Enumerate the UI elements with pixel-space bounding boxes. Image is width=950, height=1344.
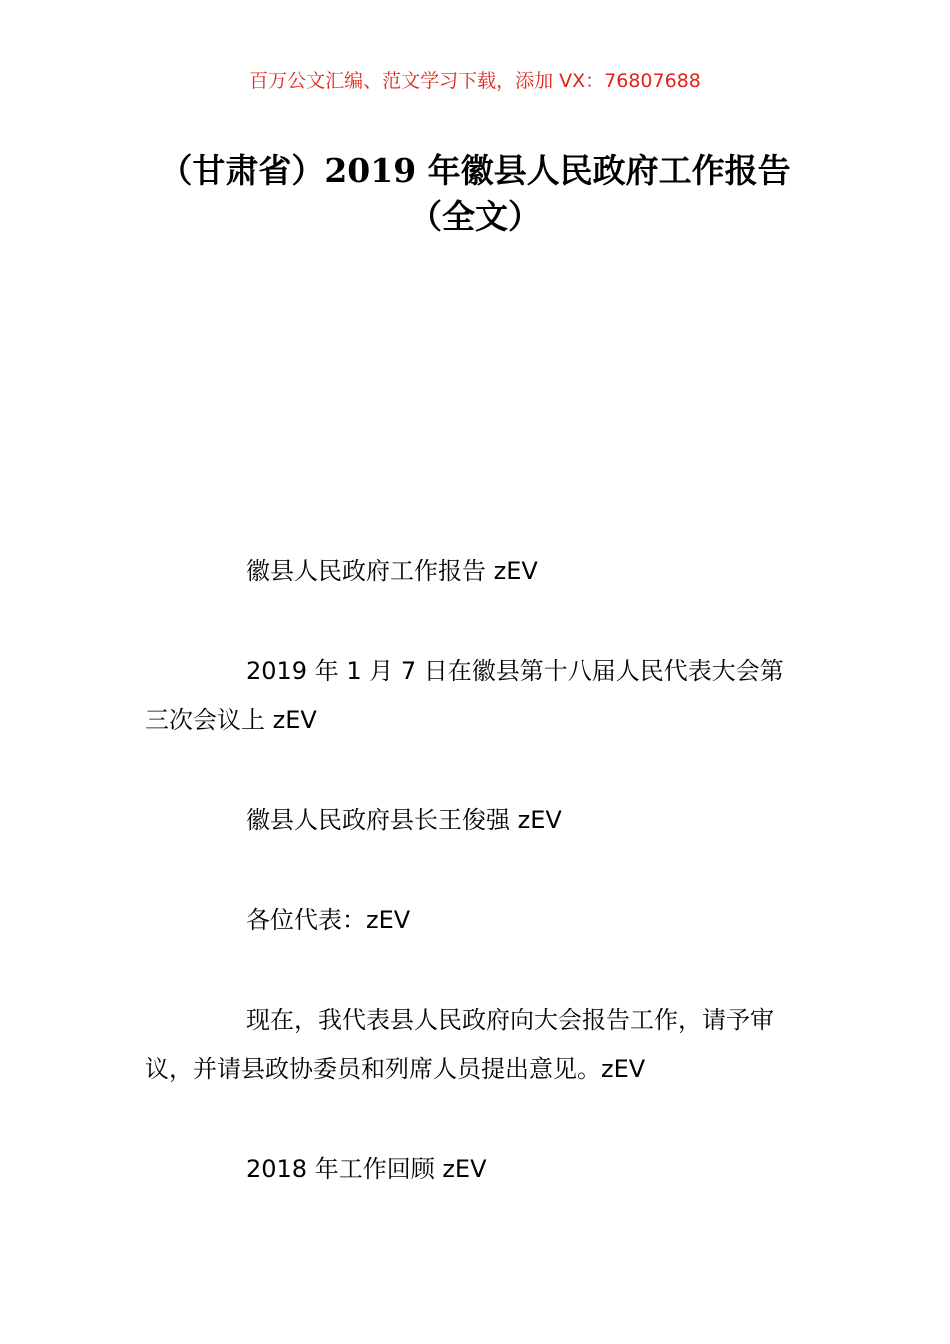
header-note: 百万公文汇编、范文学习下载，添加 VX：76807688: [249, 70, 701, 92]
paragraph-report-name: 徽县人民政府工作报告 zEV: [246, 557, 538, 585]
paragraph-meeting-date: 2019 年 1 月 7 日在徽县第十八届人民代表大会第三次会议上 zEV: [145, 657, 784, 734]
section-heading-review: 2018 年工作回顾 zEV: [246, 1155, 487, 1183]
paragraph-speaker: 徽县人民政府县长王俊强 zEV: [246, 806, 562, 834]
document-title: （甘肃省）2019 年徽县人民政府工作报告（全文）: [159, 151, 791, 236]
paragraph-salutation: 各位代表：zEV: [246, 906, 411, 934]
paragraph-introduction: 现在，我代表县人民政府向大会报告工作，请予审议，并请县政协委员和列席人员提出意见。zEV: [145, 1006, 774, 1083]
